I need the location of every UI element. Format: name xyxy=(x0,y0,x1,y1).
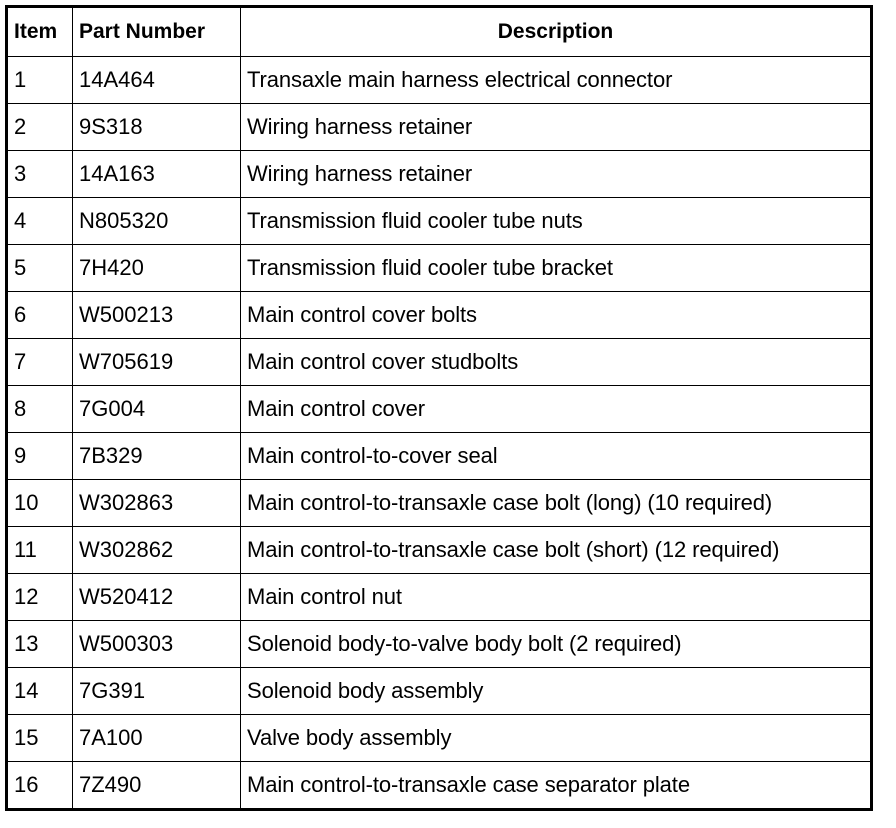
header-description: Description xyxy=(241,7,872,57)
description-cell: Transmission fluid cooler tube bracket xyxy=(241,245,872,292)
parts-table xyxy=(5,5,873,811)
table-row xyxy=(7,151,872,198)
description-cell: Main control-to-transaxle case separator plate xyxy=(241,762,872,810)
part-number-cell: W500303 xyxy=(73,621,241,668)
table-row xyxy=(7,762,872,810)
part-number-cell: 14A163 xyxy=(73,151,241,198)
item-cell: 16 xyxy=(7,762,73,810)
part-number-cell: 7A100 xyxy=(73,715,241,762)
part-number-cell: 7G391 xyxy=(73,668,241,715)
description-cell: Solenoid body-to-valve body bolt (2 required) xyxy=(241,621,872,668)
item-cell: 13 xyxy=(7,621,73,668)
description-cell: Transmission fluid cooler tube nuts xyxy=(241,198,872,245)
part-number-cell: 7G004 xyxy=(73,386,241,433)
header-row xyxy=(7,7,872,57)
part-number-cell: 9S318 xyxy=(73,104,241,151)
table-row xyxy=(7,386,872,433)
description-cell: Main control cover bolts xyxy=(241,292,872,339)
item-cell: 14 xyxy=(7,668,73,715)
item-cell: 6 xyxy=(7,292,73,339)
table-row xyxy=(7,715,872,762)
table-row xyxy=(7,480,872,527)
table-row xyxy=(7,245,872,292)
header-item: Item xyxy=(7,7,73,57)
description-cell: Main control nut xyxy=(241,574,872,621)
table-row xyxy=(7,621,872,668)
table-row xyxy=(7,433,872,480)
description-cell: Main control-to-cover seal xyxy=(241,433,872,480)
table-body xyxy=(7,57,872,810)
table-row xyxy=(7,527,872,574)
item-cell: 1 xyxy=(7,57,73,104)
table-header xyxy=(7,7,872,57)
part-number-cell: 7B329 xyxy=(73,433,241,480)
description-cell: Main control cover xyxy=(241,386,872,433)
part-number-cell: W500213 xyxy=(73,292,241,339)
item-cell: 15 xyxy=(7,715,73,762)
item-cell: 12 xyxy=(7,574,73,621)
table-row xyxy=(7,198,872,245)
item-cell: 10 xyxy=(7,480,73,527)
table-row xyxy=(7,339,872,386)
item-cell: 7 xyxy=(7,339,73,386)
table-row xyxy=(7,104,872,151)
description-cell: Main control-to-transaxle case bolt (long) (10 required) xyxy=(241,480,872,527)
part-number-cell: 7H420 xyxy=(73,245,241,292)
header-part-number: Part Number xyxy=(73,7,241,57)
item-cell: 4 xyxy=(7,198,73,245)
description-cell: Main control cover studbolts xyxy=(241,339,872,386)
table-row xyxy=(7,292,872,339)
item-cell: 8 xyxy=(7,386,73,433)
description-cell: Solenoid body assembly xyxy=(241,668,872,715)
description-cell: Main control-to-transaxle case bolt (short) (12 required) xyxy=(241,527,872,574)
table-row xyxy=(7,668,872,715)
item-cell: 11 xyxy=(7,527,73,574)
part-number-cell: W705619 xyxy=(73,339,241,386)
part-number-cell: W302862 xyxy=(73,527,241,574)
part-number-cell: N805320 xyxy=(73,198,241,245)
part-number-cell: W520412 xyxy=(73,574,241,621)
description-cell: Valve body assembly xyxy=(241,715,872,762)
item-cell: 2 xyxy=(7,104,73,151)
description-cell: Wiring harness retainer xyxy=(241,104,872,151)
item-cell: 5 xyxy=(7,245,73,292)
part-number-cell: 7Z490 xyxy=(73,762,241,810)
description-cell: Wiring harness retainer xyxy=(241,151,872,198)
item-cell: 3 xyxy=(7,151,73,198)
table-row xyxy=(7,57,872,104)
table-row xyxy=(7,574,872,621)
item-cell: 9 xyxy=(7,433,73,480)
description-cell: Transaxle main harness electrical connector xyxy=(241,57,872,104)
part-number-cell: 14A464 xyxy=(73,57,241,104)
part-number-cell: W302863 xyxy=(73,480,241,527)
